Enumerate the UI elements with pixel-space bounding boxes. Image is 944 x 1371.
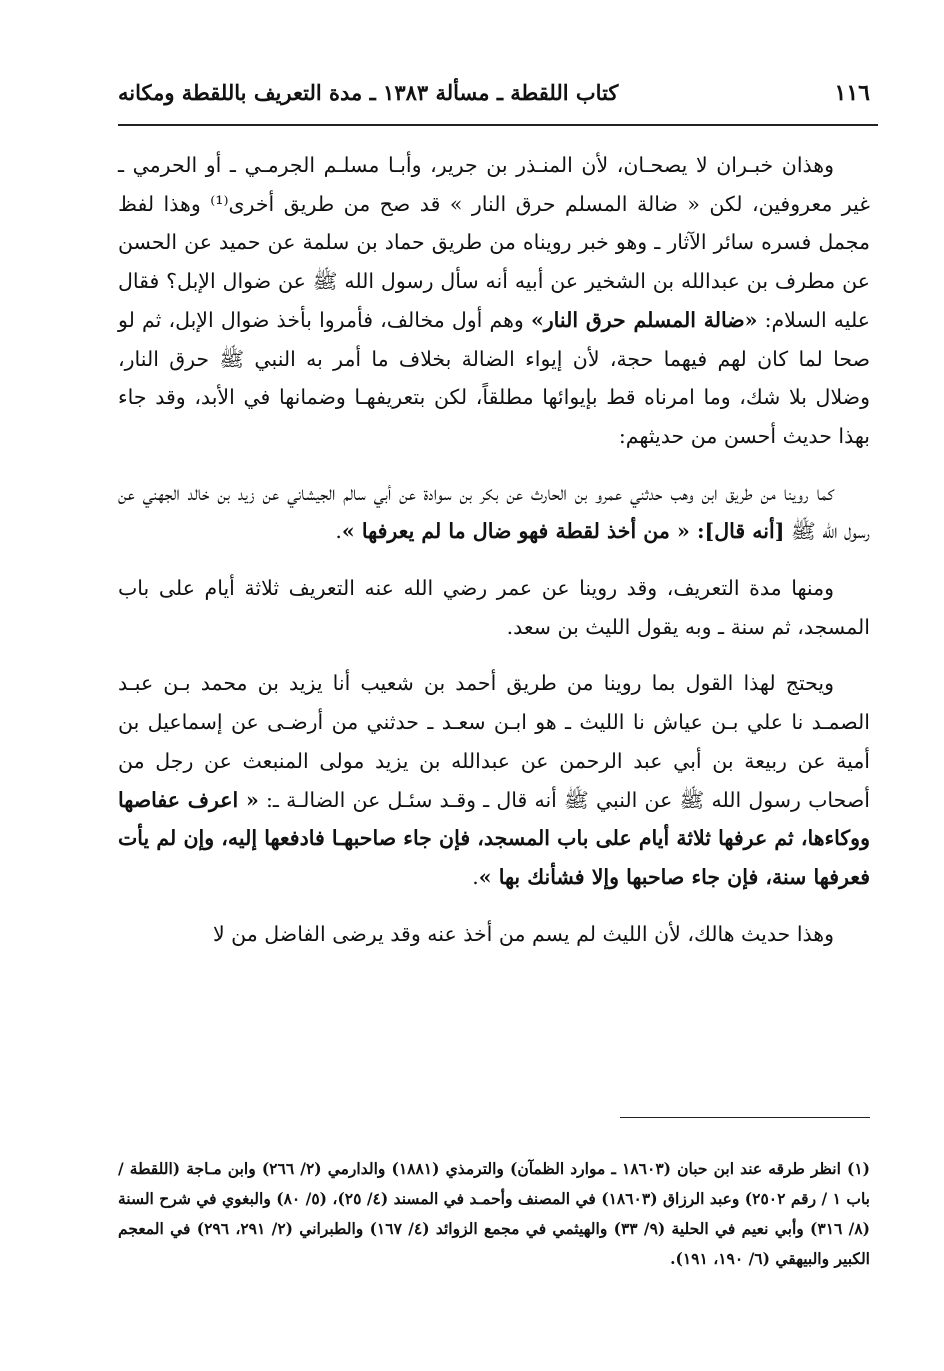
- paragraph-4: [118, 664, 870, 896]
- footnotes: [118, 1154, 870, 1274]
- paragraph-1-end: وهم أول مخالف، فأمروا بأخذ ضوال الإبل، ثم لو صحا لما كان لهم فيهما حجة، لأن إيواء الضالة بخلاف ما أمر به النبي ﷺ حرق النار، وضلال بلا شك، وما امرناه قط بإيوائها مطلقاً، لكن بتعريفهـا وضمانها في الأبد، وقد جاء بهذا حديث أحسن من حديثهم:: [118, 307, 870, 448]
- paragraph-1-quote: «ضالة المسلم حرق النار»: [530, 307, 758, 332]
- paragraph-2-quote: [أنه قال]: « من أخذ لقطة فهو ضال ما لم يعرفها »: [341, 519, 785, 544]
- running-title: كتاب اللقطة ـ مسألة ١٣٨٣ ـ مدة التعريف باللقطة ومكانه: [118, 80, 619, 105]
- paragraph-3: ومنها مدة التعريف، وقد روينا عن عمر رضي الله عنه التعريف ثلاثة أيام على باب المسجد، ثم سنة ـ وبه يقول الليث بن سعد.: [118, 576, 870, 639]
- paragraph-5: وهذا حديث هالك، لأن الليث لم يسم من أخذ عنه وقد يرضى الفاضل من لا: [212, 921, 834, 946]
- paragraph-4-text: ويحتج لهذا القول بما روينا من طريق أحمد بن شعيب أنا يزيد بن محمد بـن عبـد الصمـد نا علي بـن عياش نا الليث ـ هو ابـن سعـد ـ حدثني من أرضـى عن إسماعيل بن أمية عن ربيعة بن أبي عبد الرحمن عن عبدالله بن يزيد مولى المنبعث عن رجل من أصحاب رسول الله ﷺ عن النبي ﷺ أنه قال ـ وقـد سئـل عن الضالـة ـ:: [118, 671, 870, 812]
- header-rule: [118, 124, 878, 126]
- paragraph-4-end: .: [472, 864, 479, 889]
- paragraph-2-end: .: [335, 519, 342, 544]
- footnote-1: (١) انظر طرقه عند ابن حبان (١٨٦٠٣ ـ موارد الظمآن) والترمذي (١٨٨١) والدارمي (٢/ ٢٦٦) وابن مـاجة (اللقطة / باب ١ / رقم ٢٥٠٢) وعبد الرزاق (١٨٦٠٣) في المصنف وأحمـد في المسند (٤/ ٢٥)، (٥/ ٨٠) والبغوي في شرح السنة (٨/ ٣١٦) وأبي نعيم في الحلية (٩/ ٣٣) والهيثمي في مجمع الزوائد (٤/ ١٦٧) والطبراني (٢/ ٢٩١، ٢٩٦) في المعجم الكبير والبيهقي (٦/ ١٩٠، ١٩١).: [118, 1159, 871, 1268]
- page-number: ١١٦: [834, 80, 870, 106]
- paragraph-1-text: وهذان خبـران لا يصحـان، لأن المنـذر بن جرير، وأبـا مسلـم الجرمـي ـ أو الحرمي ـ غير معروفين، لكن « ضالة المسلم حرق النار » قد صح من طريق أخرى⁽¹⁾ وهذا لفظ مجمل فسره سائر الآثار ـ وهو خبر رويناه من طريق حماد بن سلمة عن حميد عن الحسن عن مطرف بن عبدالله بن الشخير عن أبيه أنه سأل رسول الله ﷺ عن ضوال الإبل؟ فقال عليه السلام:: [118, 153, 871, 332]
- paragraph-2-text: كما روينا من طريق ابن وهب حدثني عمرو بن الحارث عن بكر بن سوادة عن أبي سالم الجيشاني عن زيد بن خالد الجهني عن رسول الله ﷺ: [118, 480, 870, 544]
- main-text: [118, 146, 870, 953]
- paragraph-4-quote: « اعرف عفاصها ووكاءها، ثم عرفها ثلاثة أيام على باب المسجد، فإن جاء صاحبهـا فادفعها إليه، وإن لم يأت فعرفها سنة، فإن جاء صاحبها وإلا فشأنك بها »: [118, 787, 870, 889]
- paragraph-2: [118, 474, 870, 551]
- running-header: [118, 80, 870, 106]
- paragraph-1: [118, 146, 870, 456]
- footnote-rule: [620, 1117, 870, 1118]
